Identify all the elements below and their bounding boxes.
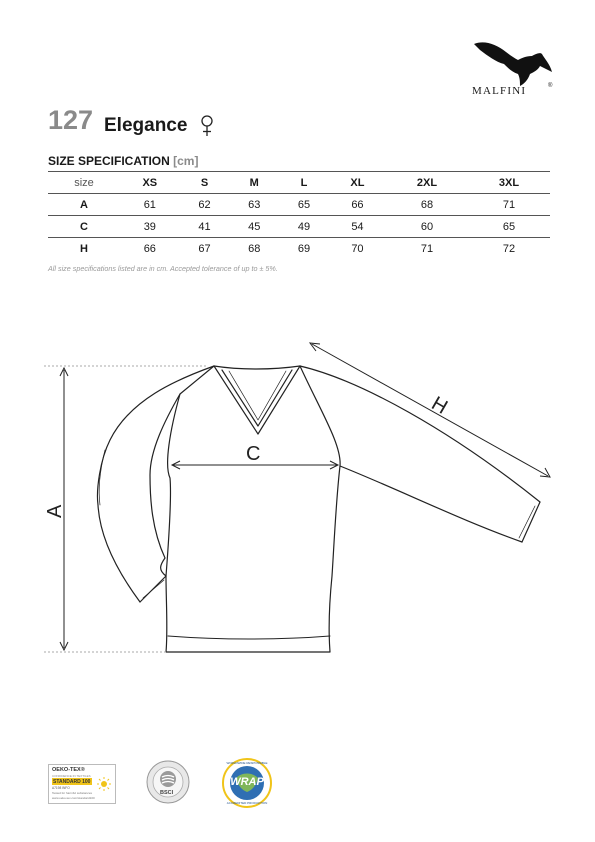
table-cell: 65	[502, 220, 516, 233]
table-cell: 60	[420, 220, 434, 233]
table-cell: 49	[297, 220, 311, 233]
registered-mark: ®	[548, 83, 553, 89]
garment-diagram	[0, 330, 595, 670]
table-cell: 54	[351, 220, 364, 233]
header-cell: 2XL	[416, 176, 438, 189]
table-cell: 61	[143, 198, 156, 211]
table-row	[48, 194, 550, 216]
label-h: H	[427, 392, 452, 419]
table-cell: 71	[502, 198, 516, 211]
label-a: A	[44, 504, 66, 518]
shirt-outline	[98, 366, 541, 652]
product-name: Elegance	[104, 115, 188, 136]
table-cell: 62	[198, 198, 211, 211]
header-cell: S	[200, 176, 209, 189]
bsci-icon	[146, 760, 190, 804]
row-label: A	[80, 198, 88, 211]
dimension-a	[44, 366, 208, 652]
sun-icon	[97, 777, 111, 791]
wrap-top-text: WORLDWIDE RESPONSIBLE	[226, 761, 268, 765]
table-header-row	[48, 172, 550, 194]
table-cell: 70	[351, 242, 364, 255]
wrap-label: WRAP	[230, 776, 264, 788]
wrap-bottom-text: ACCREDITED PRODUCTION	[226, 801, 268, 805]
size-table	[48, 171, 550, 259]
tolerance-note: All size specifications listed are in cm. Accepted tolerance of up to ± 5%.	[48, 264, 278, 273]
header-cell: 3XL	[498, 176, 520, 189]
table-cell: 68	[248, 242, 261, 255]
table-cell: 66	[143, 242, 156, 255]
header-cell: size	[74, 176, 94, 189]
table-cell: 68	[420, 198, 434, 211]
product-number: 127	[48, 105, 94, 135]
row-label: H	[80, 242, 88, 255]
brand-name: MALFINI	[472, 85, 527, 97]
brand-logo	[462, 36, 562, 100]
table-cell: 71	[420, 242, 434, 255]
row-label: C	[80, 220, 88, 233]
table-cell: 69	[297, 242, 311, 255]
spec-unit: [cm]	[173, 154, 199, 168]
oeko-tex-title: OEKO-TEX®	[52, 767, 85, 773]
bsci-label: BSCI	[160, 790, 174, 796]
table-row	[48, 238, 550, 260]
female-icon	[200, 115, 214, 137]
header-cell: M	[249, 176, 259, 189]
table-cell: 65	[297, 198, 311, 211]
spec-heading-text: SIZE SPECIFICATION	[48, 154, 170, 168]
wrap-badge	[222, 758, 272, 808]
bsci-badge	[146, 760, 190, 804]
oeko-tex-text: Tested for harmful substances	[52, 791, 93, 795]
eagle-icon	[462, 36, 562, 86]
spec-heading	[48, 155, 198, 167]
header-cell: XL	[350, 176, 365, 189]
table-cell: 63	[248, 198, 261, 211]
table-cell: 41	[198, 220, 211, 233]
table-cell: 39	[143, 220, 156, 233]
oeko-tex-badge	[48, 764, 116, 804]
oeko-tex-tagline: CONFIDENCE IN TEXTILES	[52, 774, 91, 778]
header-cell: L	[300, 176, 308, 189]
table-cell: 72	[502, 242, 516, 255]
oeko-tex-standard: STANDARD 100	[53, 779, 91, 785]
table-cell: 67	[198, 242, 211, 255]
table-cell: 66	[351, 198, 364, 211]
header-cell: XS	[142, 176, 158, 189]
table-cell: 45	[248, 220, 261, 233]
label-c: C	[246, 443, 261, 465]
table-row	[48, 216, 550, 238]
oeko-tex-url: www.oeko-tex.com/standard100	[52, 796, 95, 800]
oeko-tex-number: A7198 INFO	[52, 786, 70, 790]
